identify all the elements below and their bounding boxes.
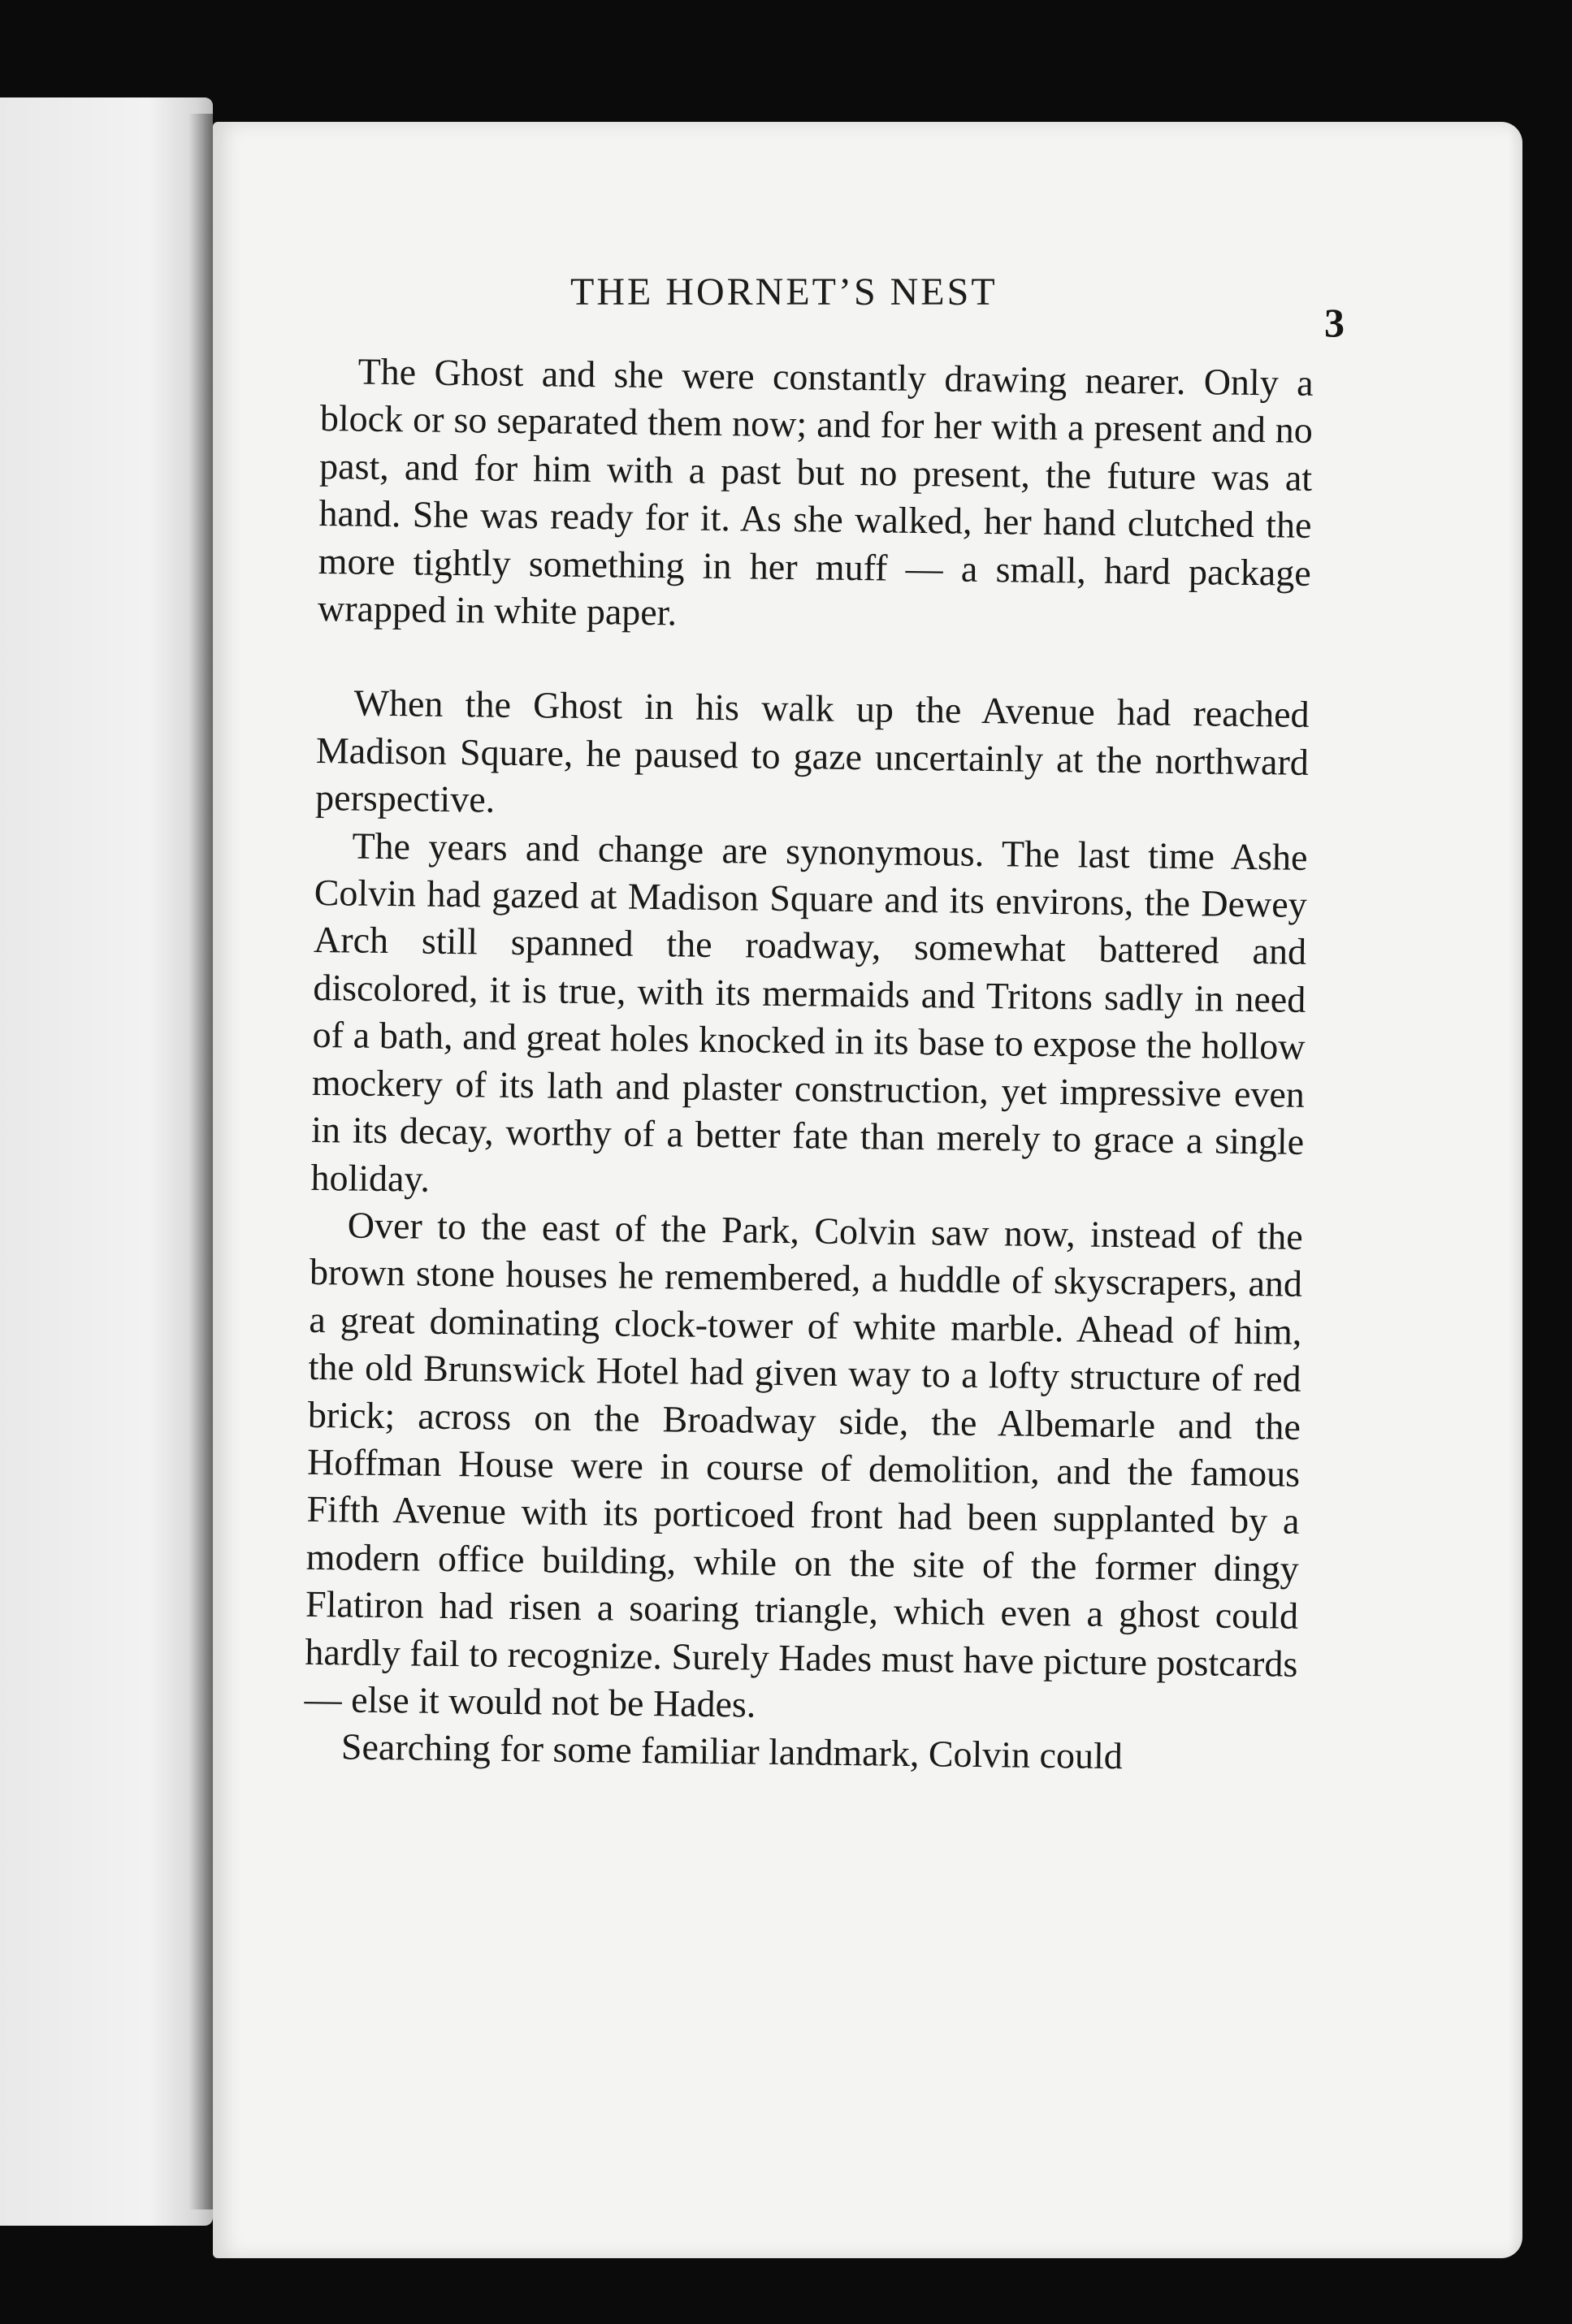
body-text bbox=[304, 348, 1314, 1783]
running-head: THE HORNET’S NEST bbox=[570, 270, 998, 314]
book-gutter bbox=[188, 114, 213, 2209]
page-edge-shading bbox=[1508, 122, 1522, 2258]
paragraph: When the Ghost in his walk up the Avenue had reached Madison Square, he paused to gaze uncertainly at the northward perspective. bbox=[314, 682, 1310, 820]
book-page bbox=[213, 122, 1522, 2258]
facing-page-edge bbox=[0, 97, 213, 2226]
paragraph: Searching for some familiar landmark, Colvin could bbox=[340, 1725, 1124, 1777]
page-number: 3 bbox=[1324, 300, 1345, 345]
paragraph: The Ghost and she were constantly drawing nearer. Only a block or so separated them now; and for her with a present and no past, and for him with a past but no present, the future was at hand. She was ready for it. As she walked, her hand clutched the more tightly something in her muff — a small, hard package wrapped in white paper. bbox=[317, 350, 1314, 634]
paragraph: Over to the east of the Park, Colvin saw now, instead of the brown stone houses he remembered, a huddle of skyscrapers, and a great dominating clock-tower of white marble. Ahead of him, the old Brunswick Hotel had given way to a lofty structure of red brick; across on the Broadway side, the Albemarle and the Hoffman House were in course of demolition, and the famous Fifth Avenue with its porticoed front had been supplanted by a modern office building, while on the site of the former dingy Flatiron had risen a soaring triangle, which even a ghost could hardly fail to recognize. Surely Hades must have picture postcards — else it would not be Hades. bbox=[304, 1204, 1304, 1725]
paragraph: The years and change are synonymous. The last time Ashe Colvin had gazed at Madison Square and its environs, the Dewey Arch still spanned the roadway, somewhat battered and discolored, it is true, with its mermaids and Tritons sadly in need of a bath, and great holes knocked in its base to expose the hollow mockery of its lath and plaster construction, yet impressive even in its decay, worthy of a better fate than merely to grace a single holiday. bbox=[310, 824, 1308, 1200]
